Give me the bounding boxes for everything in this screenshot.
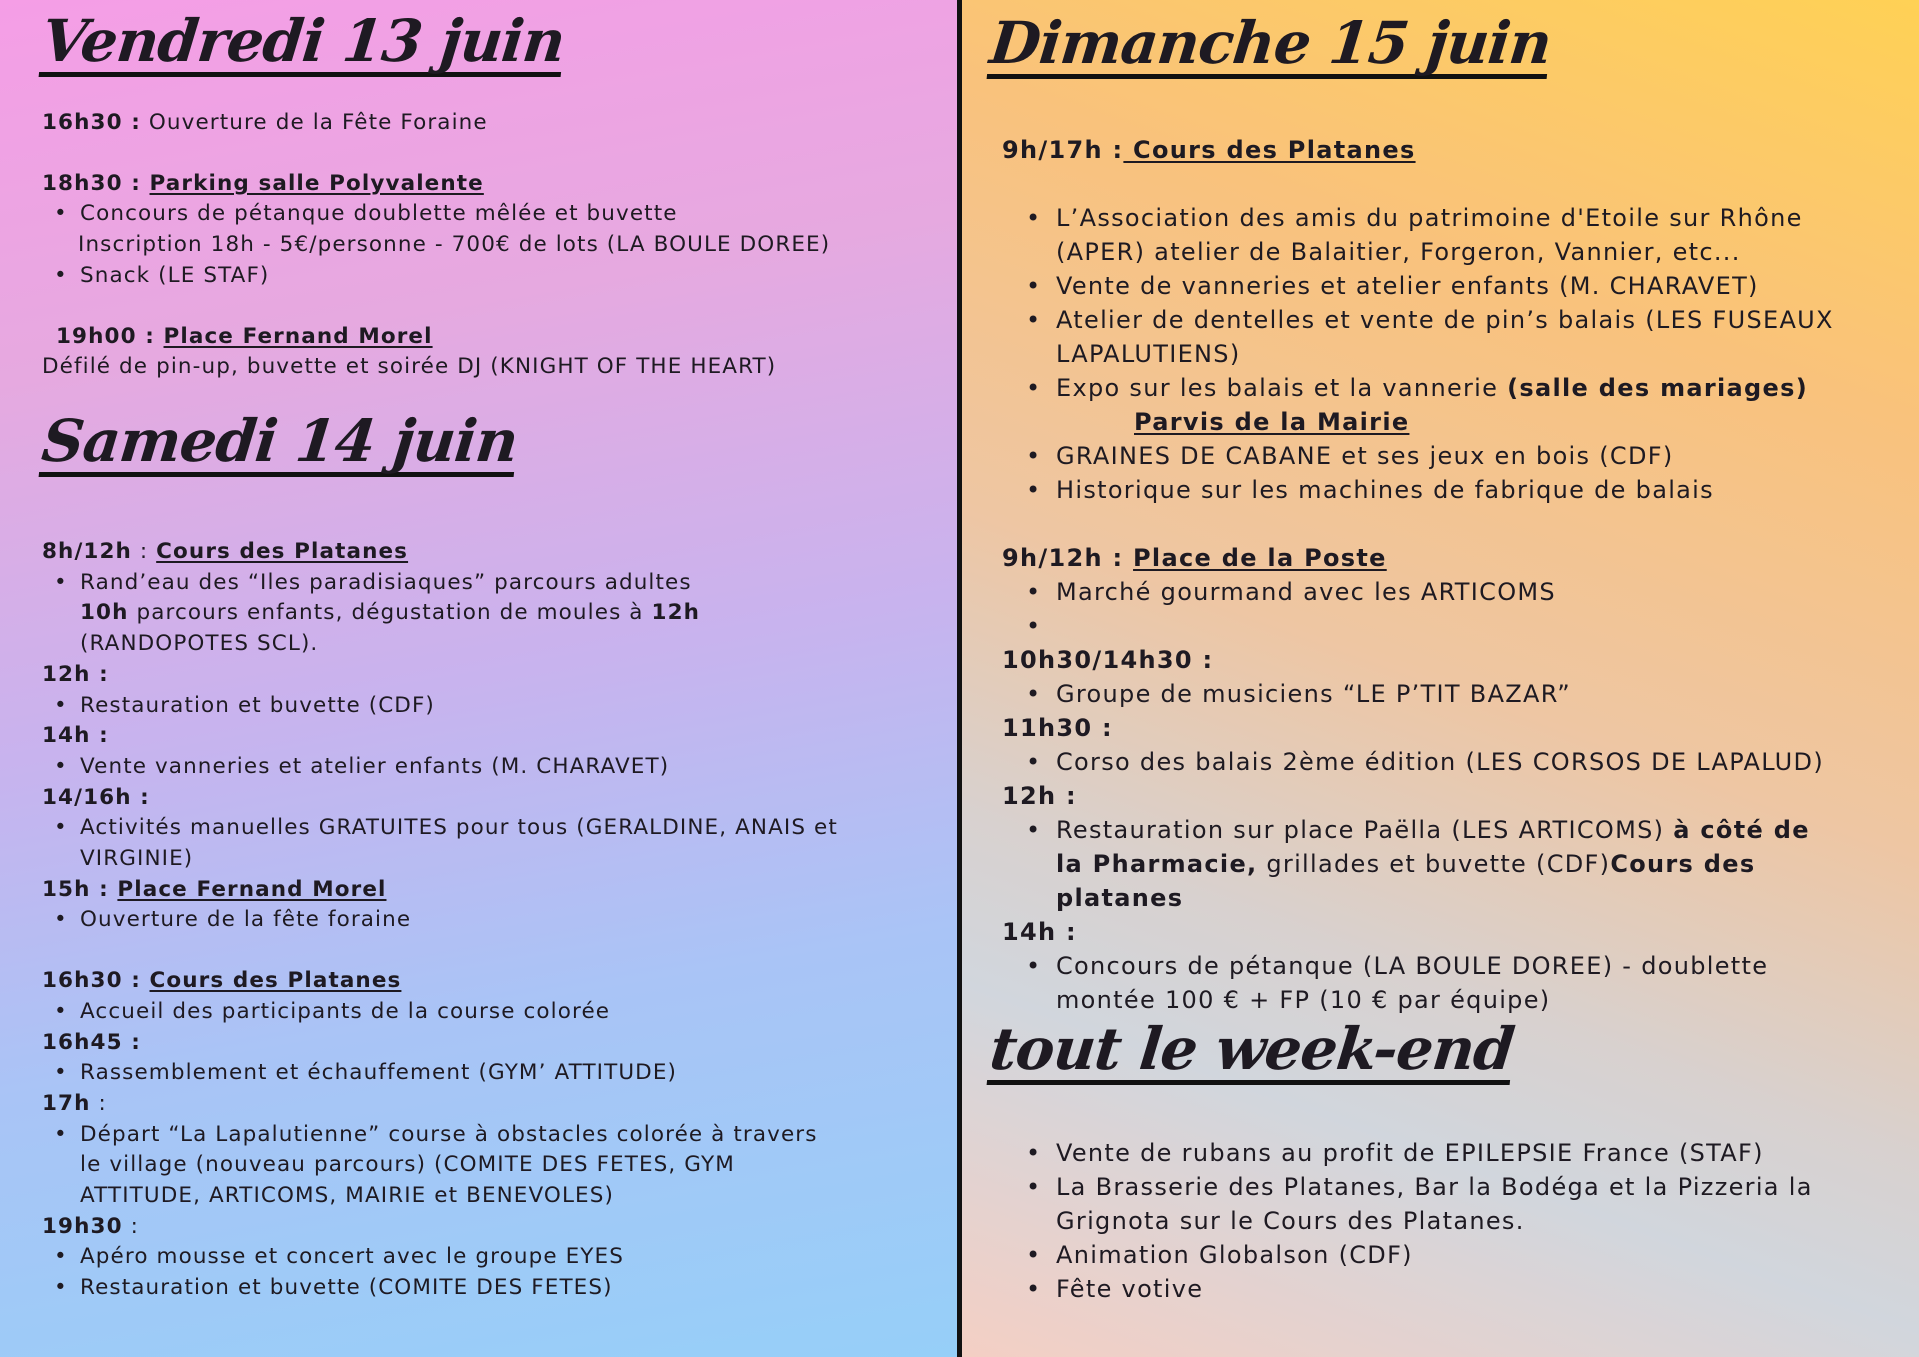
sunday-e4-time: 11h30 : — [1002, 714, 1113, 742]
list-item: • Ouverture de la fête foraine — [42, 905, 922, 936]
sunday-title: Dimanche 15 juin — [986, 9, 1555, 77]
friday-title: Vendredi 13 juin — [38, 7, 568, 75]
list-item: • Concours de pétanque doublette mêlée et buvette Inscription 18h - 5€/personne - 700€ de lots (LA BOULE DOREE) — [42, 199, 922, 260]
friday-e3-place: Place Fernand Morel — [163, 323, 433, 349]
list-item: • Activités manuelles GRATUITES pour tous (GERALDINE, ANAIS et VIRGINIE) — [42, 813, 922, 874]
saturday-e6-place: Cours des Platanes — [149, 968, 402, 994]
saturday-e1-place: Cours des Platanes — [156, 539, 409, 564]
sunday-e2-place: Place de la Poste — [1133, 544, 1387, 572]
friday-e1-text: Ouverture de la Fête Foraine — [140, 110, 488, 135]
friday-e2-place: Parking salle Polyvalente — [149, 170, 484, 196]
sunday-e5-time: 12h : — [1002, 782, 1077, 810]
friday-e3-text: Défilé de pin-up, buvette et soirée DJ (KNIGHT OF THE HEART) — [42, 354, 777, 380]
list-item: • Rand’eau des “Iles paradisiaques” parcours adultes 10h parcours enfants, dégustation de moules à 12h (RANDOPOTES SCL). — [42, 568, 922, 660]
saturday-e5-place: Place Fernand Morel — [117, 876, 387, 902]
saturday-section: 8h/12h : Cours des Platanes • Rand’eau des “Iles paradisiaques” parcours adultes 10h parcours enfants, dégustation de moules à 12h (RANDOPOTES SCL). 12h : • Restauration et buvette (CDF) 14h : • Vente vanneries et atelier enfants (M. CHARAVET) 14/16h : • Activités manuelles GRATUITES pour tous (GERALDINE, ANAIS et VIRGINIE) 15h : Place Fernand Morel • Ouverture de la fête foraine 16h30 : Cours des Platanes • Accueil des participants de la course colorée 16h45 : • Rassemblement et échauffement (GYM’ ATTITUDE) 17h : • Départ “La Lapalutienne” course à obstacles colorée à travers le village (nouveau parcours) (COMITE DES FETES, GYM ATTITUDE, ARTICOMS, MAIRIE et BENEVOLES) 19h30 : • Apéro mousse et concert avec le groupe EYES • Restauration et buvette (COMITE DES FETES) — [42, 537, 922, 1304]
saturday-e9-time: 19h30 — [42, 1213, 123, 1239]
list-item: • Vente de vanneries et atelier enfants (M. CHARAVET) — [1002, 269, 1895, 303]
list-item: • Restauration et buvette (COMITE DES FETES) — [42, 1273, 922, 1304]
sunday-subplace: Parvis de la Mairie — [1134, 408, 1410, 436]
list-item: • Restauration sur place Paëlla (LES ARTICOMS) à côté de la Pharmacie, grillades et buvette (CDF)Cours des platanes — [1002, 813, 1895, 915]
list-item: • Animation Globalson (CDF) — [1002, 1238, 1895, 1272]
sunday-e3-time: 10h30/14h30 : — [1002, 646, 1214, 674]
weekend-section — [1002, 1136, 1895, 1306]
list-item: • Groupe de musiciens “LE P’TIT BAZAR” — [1002, 677, 1895, 711]
list-item: • Atelier de dentelles et vente de pin’s balais (LES FUSEAUX LAPALUTIENS) — [1002, 303, 1895, 371]
friday-section — [42, 108, 922, 383]
sunday-e1-place: Cours des Platanes — [1123, 136, 1416, 164]
list-item: • Expo sur les balais et la vannerie (salle des mariages) — [1002, 371, 1895, 405]
list-item: • Historique sur les machines de fabrique de balais — [1002, 473, 1895, 507]
list-item: • Fête votive — [1002, 1272, 1895, 1306]
list-item: • Apéro mousse et concert avec le groupe EYES — [42, 1242, 922, 1273]
friday-e2-time: 18h30 : — [42, 170, 150, 196]
sunday-e1-time: 9h/17h : — [1002, 136, 1124, 164]
list-item: • Marché gourmand avec les ARTICOMS — [1002, 575, 1895, 609]
list-item: • Rassemblement et échauffement (GYM’ ATTITUDE) — [42, 1058, 922, 1089]
saturday-e7-time: 16h45 : — [42, 1029, 141, 1055]
sunday-e2-time: 9h/12h : — [1002, 544, 1134, 572]
list-item: • GRAINES DE CABANE et ses jeux en bois (CDF) — [1002, 439, 1895, 473]
saturday-e1-time: 8h/12h — [42, 539, 132, 564]
weekend-title: tout le week-end — [986, 1015, 1517, 1083]
saturday-e8-time: 17h — [42, 1090, 91, 1116]
list-item: • Vente vanneries et atelier enfants (M. CHARAVET) — [42, 752, 922, 783]
list-item: • La Brasserie des Platanes, Bar la Bodéga et la Pizzeria la Grignota sur le Cours des Platanes. — [1002, 1170, 1895, 1238]
column-divider — [957, 0, 962, 1357]
friday-e1-time: 16h30 : — [42, 110, 141, 135]
saturday-e3-time: 14h : — [42, 723, 109, 749]
friday-e3-time: 19h00 : — [56, 323, 164, 349]
saturday-e5-time: 15h : — [42, 876, 118, 902]
list-item: • Vente de rubans au profit de EPILEPSIE France (STAF) — [1002, 1136, 1895, 1170]
list-item: • Snack (LE STAF) — [42, 261, 922, 292]
list-item: • Corso des balais 2ème édition (LES CORSOS DE LAPALUD) — [1002, 745, 1895, 779]
list-item: • Restauration et buvette (CDF) — [42, 691, 922, 722]
saturday-title: Samedi 14 juin — [38, 407, 521, 475]
list-item: • Concours de pétanque (LA BOULE DOREE) - doublette montée 100 € + FP (10 € par équipe) — [1002, 949, 1895, 1017]
saturday-e6-time: 16h30 : — [42, 968, 150, 994]
list-item — [1002, 609, 1895, 643]
saturday-e4-time: 14/16h : — [42, 784, 150, 810]
sunday-section — [1002, 133, 1895, 1017]
list-item: • Départ “La Lapalutienne” course à obstacles colorée à travers le village (nouveau parcours) (COMITE DES FETES, GYM ATTITUDE, ARTICOMS, MAIRIE et BENEVOLES) — [42, 1120, 922, 1212]
list-item: • Accueil des participants de la course colorée — [42, 997, 922, 1028]
saturday-e2-time: 12h : — [42, 661, 109, 687]
sunday-e6-time: 14h : — [1002, 918, 1077, 946]
list-item: • L’Association des amis du patrimoine d'Etoile sur Rhône (APER) atelier de Balaitier, Forgeron, Vannier, etc... — [1002, 201, 1895, 269]
